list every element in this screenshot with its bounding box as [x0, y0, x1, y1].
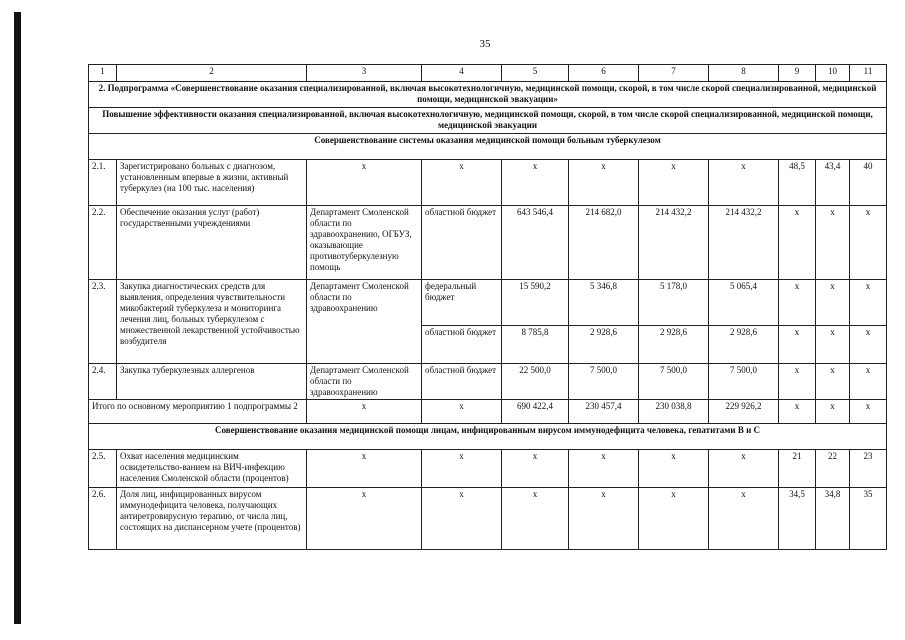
value-cell: х [779, 206, 816, 280]
value-cell: 22 500,0 [502, 364, 569, 400]
value-cell: 2 928,6 [709, 326, 779, 364]
column-header: 2 [117, 65, 307, 82]
row-number: 2.5. [89, 450, 117, 488]
value-cell: х [816, 364, 850, 400]
table-row [89, 280, 887, 326]
value-cell: 7 500,0 [569, 364, 639, 400]
source-cell: областной бюджет [422, 364, 502, 400]
value-cell: х [709, 160, 779, 206]
value-cell: х [816, 326, 850, 364]
executor-cell: х [307, 160, 422, 206]
value-cell: 5 065,4 [709, 280, 779, 326]
value-cell: х [779, 400, 816, 424]
column-header: 3 [307, 65, 422, 82]
column-header: 9 [779, 65, 816, 82]
value-cell: х [850, 364, 887, 400]
table-row [89, 488, 887, 550]
row-number: 2.4. [89, 364, 117, 400]
source-cell: х [422, 488, 502, 550]
row-name: Охват населения медицинским освидетельство-ванием на ВИЧ-инфекцию населения Смоленской области (процентов) [117, 450, 307, 488]
program-table [88, 64, 887, 550]
hiv-section-title: Совершенствование оказания медицинской помощи лицам, инфицированным вирусом иммунодефицита человека, гепатитами В и С [89, 424, 887, 450]
value-cell: х [639, 450, 709, 488]
total-label: Итого по основному мероприятию 1 подпрограммы 2 [89, 400, 307, 424]
column-header: 8 [709, 65, 779, 82]
value-cell: х [709, 488, 779, 550]
value-cell: 40 [850, 160, 887, 206]
section-row [89, 134, 887, 160]
value-cell: х [816, 280, 850, 326]
value-cell: х [709, 450, 779, 488]
value-cell: 690 422,4 [502, 400, 569, 424]
row-number: 2.2. [89, 206, 117, 280]
value-cell: 2 928,6 [639, 326, 709, 364]
source-cell: областной бюджет [422, 206, 502, 280]
value-cell: 2 928,6 [569, 326, 639, 364]
value-cell: 23 [850, 450, 887, 488]
value-cell: х [569, 450, 639, 488]
value-cell: х [816, 206, 850, 280]
value-cell: х [779, 280, 816, 326]
value-cell: 35 [850, 488, 887, 550]
page-number: 35 [479, 38, 491, 50]
value-cell: 214 432,2 [709, 206, 779, 280]
value-cell: 229 926,2 [709, 400, 779, 424]
value-cell: х [850, 326, 887, 364]
value-cell: х [816, 400, 850, 424]
value-cell: 48,5 [779, 160, 816, 206]
row-number: 2.6. [89, 488, 117, 550]
value-cell: х [850, 400, 887, 424]
tb-section-title: Совершенствование системы оказания медицинской помощи больным туберкулезом [89, 134, 887, 160]
row-name: Обеспечение оказания услуг (работ) государственными учреждениями [117, 206, 307, 280]
value-cell: х [502, 488, 569, 550]
value-cell: 214 682,0 [569, 206, 639, 280]
value-cell: х [779, 326, 816, 364]
row-name: Зарегистрировано больных с диагнозом, установленным впервые в жизни, активный туберкулез (на 100 тыс. населения) [117, 160, 307, 206]
value-cell: 5 178,0 [639, 280, 709, 326]
executor-cell: Департамент Смоленской области по здравоохранению [307, 364, 422, 400]
value-cell: х [502, 160, 569, 206]
subprogram-title: 2. Подпрограмма «Совершенствование оказания специализированной, включая высокотехнологичную, медицинской помощи, скорой, в том числе скорой специализированной, медицинской помощи, медицинской эвакуации» [89, 82, 887, 108]
value-cell: х [850, 206, 887, 280]
value-cell: 7 500,0 [639, 364, 709, 400]
value-cell: 5 346,8 [569, 280, 639, 326]
source-cell: х [422, 450, 502, 488]
column-header: 5 [502, 65, 569, 82]
column-header: 4 [422, 65, 502, 82]
executor-cell: х [307, 450, 422, 488]
value-cell: х [569, 160, 639, 206]
goal-title: Повышение эффективности оказания специализированной, включая высокотехнологичную, медицинской помощи, скорой, в том числе скорой специализированной, медицинской помощи, медицинской эвакуации [89, 108, 887, 134]
source-cell: федеральный бюджет [422, 280, 502, 326]
row-number: 2.3. [89, 280, 117, 364]
table-row [89, 450, 887, 488]
value-cell: 643 546,4 [502, 206, 569, 280]
column-number-row [89, 65, 887, 82]
value-cell: х [850, 280, 887, 326]
section-row [89, 82, 887, 108]
column-header: 1 [89, 65, 117, 82]
row-name: Доля лиц, инфицированных вирусом иммунодефицита человека, получающих антиретровирусную терапию, от числа лиц, состоящих на диспансерном учете (процентов) [117, 488, 307, 550]
executor-cell: х [307, 488, 422, 550]
value-cell: 15 590,2 [502, 280, 569, 326]
value-cell: 21 [779, 450, 816, 488]
source-cell: х [422, 160, 502, 206]
row-name: Закупка туберкулезных аллергенов [117, 364, 307, 400]
section-row [89, 108, 887, 134]
value-cell: х [502, 450, 569, 488]
value-cell: х [639, 488, 709, 550]
value-cell: х [307, 400, 422, 424]
column-header: 11 [850, 65, 887, 82]
value-cell: 22 [816, 450, 850, 488]
value-cell: 230 457,4 [569, 400, 639, 424]
table-row [89, 364, 887, 400]
value-cell: х [779, 364, 816, 400]
row-number: 2.1. [89, 160, 117, 206]
table-row [89, 206, 887, 280]
row-name: Закупка диагностических средств для выявления, определения чувствительности микобактерий туберкулеза и мониторинга лечения лиц, больных туберкулезом с множественной лекарственной устойчивостью возбудителя [117, 280, 307, 364]
table-row [89, 160, 887, 206]
value-cell: х [639, 160, 709, 206]
executor-cell: Департамент Смоленской области по здравоохранению, ОГБУЗ, оказывающие противотуберкулезную помощь [307, 206, 422, 280]
source-cell: областной бюджет [422, 326, 502, 364]
value-cell: 7 500,0 [709, 364, 779, 400]
executor-cell: Департамент Смоленской области по здравоохранению [307, 280, 422, 364]
value-cell: 214 432,2 [639, 206, 709, 280]
column-header: 7 [639, 65, 709, 82]
column-header: 6 [569, 65, 639, 82]
value-cell: х [422, 400, 502, 424]
value-cell: 8 785,8 [502, 326, 569, 364]
value-cell: 34,8 [816, 488, 850, 550]
value-cell: х [569, 488, 639, 550]
value-cell: 43,4 [816, 160, 850, 206]
total-row [89, 400, 887, 424]
value-cell: 230 038,8 [639, 400, 709, 424]
section-row [89, 424, 887, 450]
column-header: 10 [816, 65, 850, 82]
left-margin-bar [14, 12, 21, 624]
value-cell: 34,5 [779, 488, 816, 550]
